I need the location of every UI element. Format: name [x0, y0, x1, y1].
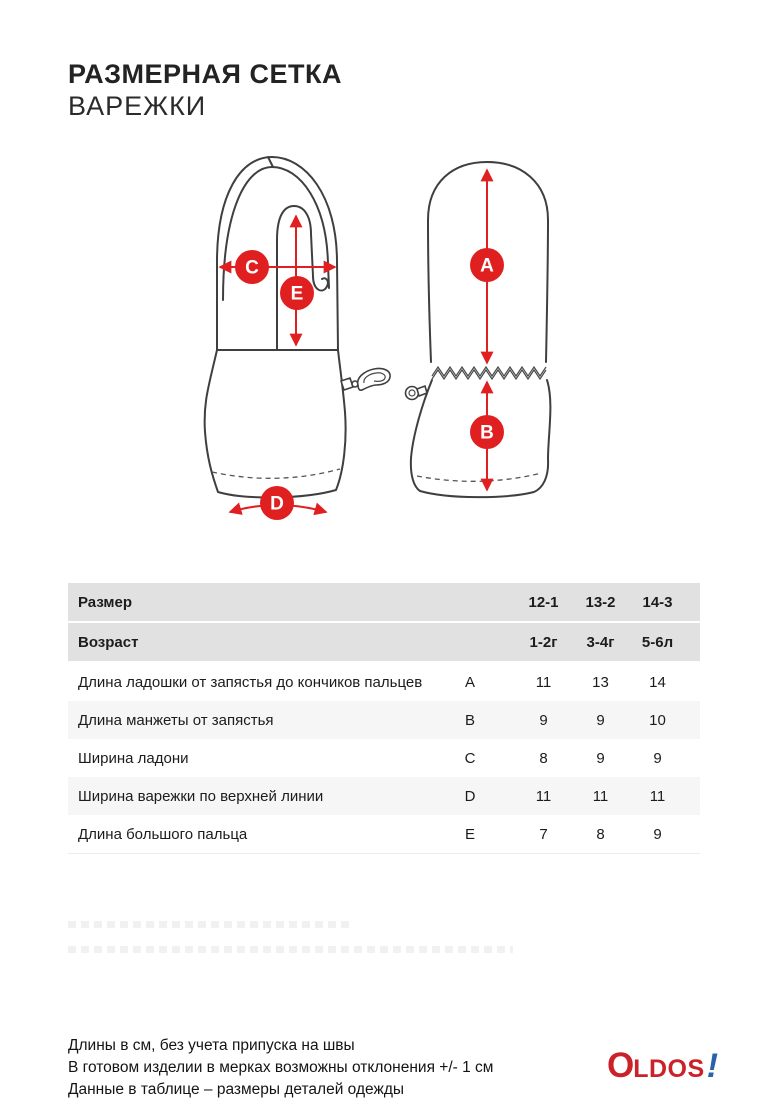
left-mitten-drawing	[205, 157, 390, 520]
measure-label: Ширина ладони	[78, 749, 189, 767]
right-cuff-hem-dashed-line	[417, 473, 542, 481]
table-row	[68, 739, 700, 777]
measure-value: 9	[539, 711, 548, 729]
measure-c-label: C	[245, 257, 259, 279]
hanger-loop-icon	[406, 386, 428, 400]
measure-label: Длина ладошки от запястья до кончиков пальцев	[78, 673, 423, 691]
measure-value: 11	[649, 787, 666, 805]
logo-letters-ldos: LDOS	[633, 1055, 705, 1083]
oldos-logo	[607, 1046, 718, 1086]
table-row	[68, 777, 700, 815]
left-cuff-outline	[205, 350, 346, 497]
measure-value: 11	[535, 673, 552, 691]
left-mitten-apex-notch	[268, 157, 273, 167]
table-row-size	[68, 583, 700, 621]
logo-letter-o: O	[607, 1046, 634, 1085]
row-header-size: Размер	[78, 593, 133, 611]
table-row	[68, 663, 700, 701]
size-table	[68, 583, 700, 854]
measure-value: 9	[596, 711, 605, 729]
measure-letter: D	[464, 787, 476, 805]
measure-value: 11	[535, 787, 552, 805]
left-cuff-hem-dashed-line	[212, 469, 340, 478]
page-title: РАЗМЕРНАЯ СЕТКА	[68, 59, 342, 89]
measure-label: Ширина варежки по верхней линии	[78, 787, 324, 805]
measure-value: 13	[592, 673, 609, 691]
measure-value: 7	[539, 825, 548, 843]
measure-letter: A	[464, 673, 475, 691]
measure-letter: B	[464, 711, 475, 729]
measure-value: 9	[653, 825, 662, 843]
table-row	[68, 815, 700, 853]
row-header-age: Возраст	[78, 633, 139, 651]
measure-letter: C	[464, 749, 476, 767]
faded-text-artifact	[68, 946, 513, 953]
logo-exclamation: !	[706, 1047, 719, 1085]
measure-value: 8	[596, 825, 605, 843]
footnotes	[68, 1035, 493, 1100]
measure-value: 10	[649, 711, 666, 729]
title-block	[68, 58, 342, 122]
mitten-measurement-diagram	[150, 140, 610, 530]
carabiner-clip-icon	[341, 368, 390, 390]
measure-value: 8	[539, 749, 548, 767]
measure-a-label: A	[480, 255, 494, 277]
measure-e-arrow	[280, 216, 314, 345]
measure-d-arrow	[230, 486, 326, 520]
footnote-line: В готовом изделии в мерках возможны отклонения +/- 1 см	[68, 1059, 494, 1076]
measure-value: 14	[649, 673, 666, 691]
size-value: 12-1	[528, 593, 559, 611]
measure-value: 9	[596, 749, 605, 767]
table-row-age	[68, 623, 700, 661]
footnote-line: Данные в таблице – размеры деталей одежды	[68, 1081, 404, 1098]
measure-d-label: D	[270, 493, 284, 515]
measure-a-arrow	[470, 170, 504, 363]
right-mitten-drawing	[406, 162, 551, 497]
size-value: 13-2	[585, 593, 616, 611]
measure-b-arrow	[470, 382, 504, 490]
measure-value: 9	[653, 749, 662, 767]
footnote-line: Длины в см, без учета припуска на швы	[68, 1037, 355, 1054]
age-value: 3-4г	[586, 633, 615, 651]
size-value: 14-3	[642, 593, 673, 611]
faded-text-artifact	[68, 921, 353, 928]
measure-value: 11	[592, 787, 609, 805]
measure-label: Длина манжеты от запястья	[78, 711, 274, 729]
measure-e-label: E	[290, 283, 304, 305]
age-value: 1-2г	[529, 633, 558, 651]
measure-label: Длина большого пальца	[78, 825, 248, 843]
measure-letter: E	[464, 825, 475, 843]
table-row	[68, 701, 700, 739]
measure-b-label: B	[480, 422, 494, 444]
page-subtitle: ВАРЕЖКИ	[68, 91, 207, 121]
age-value: 5-6л	[641, 633, 674, 651]
